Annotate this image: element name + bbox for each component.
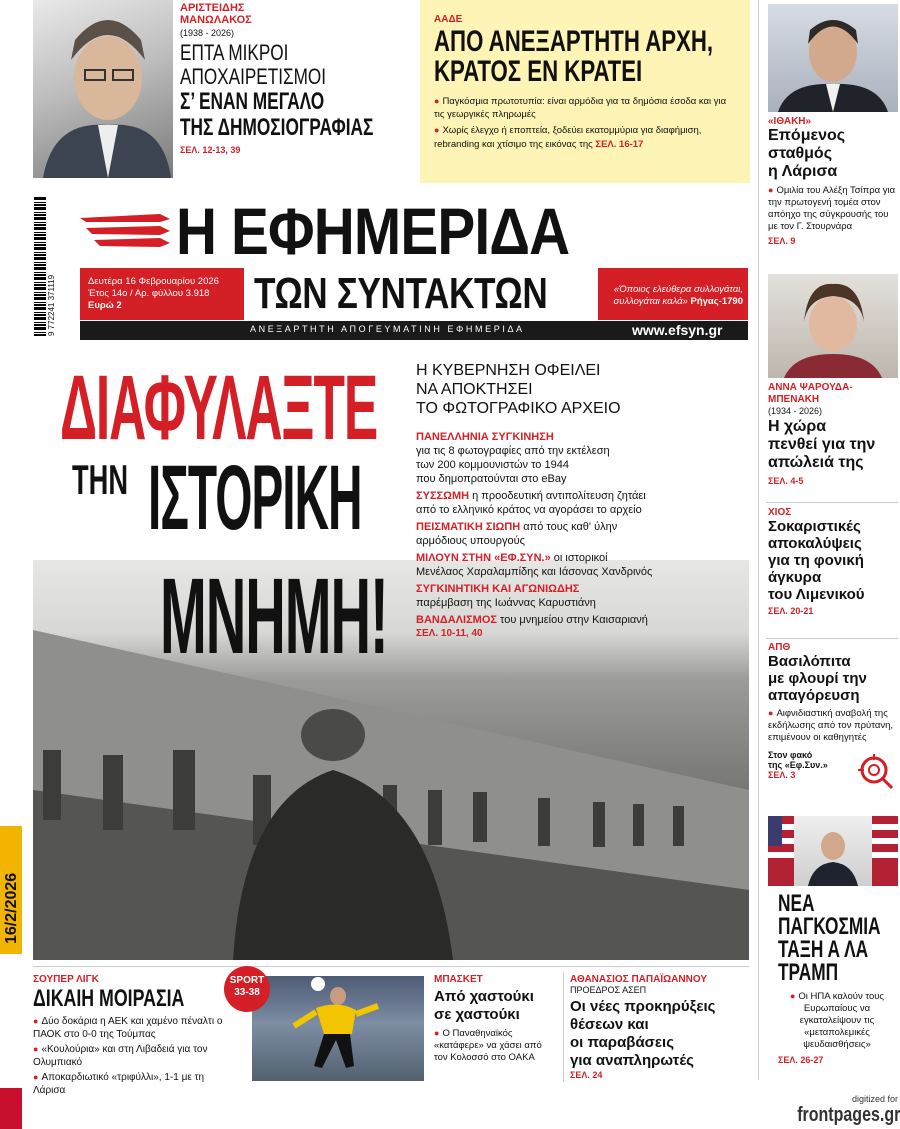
- issue-number: Έτος 14ο / Αρ. φύλλου 3.918: [88, 288, 210, 299]
- subhead-3: ΤΟ ΦΩΤΟΓΡΑΦΙΚΟ ΑΡΧΕΙΟ: [416, 400, 621, 417]
- headline-trump-1: ΝΕΑ: [778, 890, 815, 917]
- pages-ithaki: ΣΕΛ. 9: [768, 236, 796, 246]
- headline-benaki-1: Η χώρα: [768, 418, 827, 435]
- bottom-divider-vertical: [563, 972, 564, 1082]
- lens-label-2: της «Εφ.Συν.»: [768, 760, 828, 770]
- headline-manolakos-2: ΑΠΟΧΑΙΡΕΤΙΣΜΟΙ: [180, 64, 327, 89]
- point-1-kicker: ΠΑΝΕΛΛΗΝΙΑ ΣΥΓΚΙΝΗΣΗ: [416, 431, 554, 443]
- headline-basket-1: Από χαστούκι: [434, 988, 534, 1005]
- main-headline-4: ΜΝΗΜΗ!: [160, 555, 388, 676]
- point-1-line-2: των 200 κομμουνιστών το 1944: [416, 459, 569, 471]
- barcode-number: 9 772241 371119: [47, 274, 56, 336]
- tagline: ΑΝΕΞΑΡΤΗΤΗ ΑΠΟΓΕΥΜΑΤΙΝΗ ΕΦΗΜΕΡΙΔΑ: [250, 324, 525, 334]
- point-2-line-2: από το ελληνικό κράτος να αγοράσει το αρχείο: [416, 504, 642, 516]
- headline-aade-1: ΑΠΟ ΑΝΕΞΑΡΤΗΤΗ ΑΡΧΗ,: [434, 25, 714, 58]
- item-superleague-3: ● Αποκαρδιωτικό «τριφύλλι», 1-1 με τη Λάρισα: [33, 1071, 238, 1097]
- point-3-kicker: ΠΕΙΣΜΑΤΙΚΗ ΣΙΩΠΗ: [416, 521, 521, 533]
- masthead-subtitle: ΤΩΝ ΣΥΝΤΑΚΤΩΝ: [254, 269, 548, 318]
- digitized-label: digitized for: [851, 1094, 898, 1104]
- lens-label-1: Στον φακό: [768, 750, 813, 760]
- kicker-aade: ΑΑΔΕ: [434, 14, 463, 25]
- headline-asep-3: οι παραβάσεις: [570, 1034, 675, 1051]
- issue-price: Ευρώ 2: [88, 300, 122, 311]
- point-1-line-3: που δημοπρατούνται στο eBay: [416, 473, 567, 485]
- subhead-1: Η ΚΥΒΕΡΝΗΣΗ ΟΦΕΙΛΕΙ: [416, 362, 601, 379]
- headline-aade-2: ΚΡΑΤΟΣ ΕΝ ΚΡΑΤΕΙ: [434, 55, 643, 88]
- kicker-manolakos: ΑΡΙΣΤΕΙΔΗΣ ΜΑΝΩΛΑΚΟΣ: [180, 2, 252, 26]
- pages-trump: ΣΕΛ. 26-27: [778, 1055, 824, 1065]
- main-pages: ΣΕΛ. 10-11, 40: [416, 628, 483, 639]
- headline-chios-3: για τη φονική: [768, 552, 864, 569]
- headline-apth-3: απαγόρευση: [768, 687, 860, 704]
- headline-benaki-3: απώλειά της: [768, 454, 864, 471]
- pages-manolakos: ΣΕΛ. 12-13, 39: [180, 145, 241, 155]
- bullet-aade-1: ● Παγκόσμια πρωτοτυπία: είναι αρμόδια για τα δημόσια έσοδα και για τις γεωργικές πληρωμές: [434, 95, 738, 121]
- headline-asep-4: για αναπληρωτές: [570, 1052, 694, 1069]
- bullet-basket: ● Ο Παναθηναϊκός «κατάφερε» να χάσει από τον Κολοσσό στο ΟΑΚΑ: [434, 1027, 556, 1064]
- kicker-apth: ΑΠΘ: [768, 642, 791, 653]
- point-2-line-1: η προοδευτική αντιπολίτευση ζητάει: [469, 490, 646, 502]
- quote-line-1: «Όποιος ελεύθερα συλλογάται,: [613, 284, 743, 295]
- quote-author: Ρήγας-1790: [690, 296, 743, 307]
- bullet-ithaki: ● Ομιλία του Αλέξη Τσίπρα για την πρωτογενή τομέα στον απόηχο της σύγκρουσής του με τον Γ. Στουρνάρα: [768, 184, 896, 233]
- side-red-tab: [0, 1088, 22, 1129]
- point-6-kicker: ΒΑΝΔΑΛΙΣΜΟΣ: [416, 614, 497, 626]
- side-date-text: 16/2/2026: [3, 872, 20, 944]
- item-superleague-1: ● Δύο δοκάρια η ΑΕΚ και χαμένο πέναλτι ο ΠΑΟΚ στο 0-0 της Τούμπας: [33, 1015, 238, 1041]
- point-5-line-1: παρέμβαση της Ιωάννας Καρυστιάνη: [416, 597, 596, 609]
- pages-benaki: ΣΕΛ. 4-5: [768, 476, 804, 486]
- bullet-trump: ● Οι ΗΠΑ καλούν τους Ευρωπαίους να εγκαταλείψουν τις «μεταπολεμικές ψευδαισθήσεις»: [778, 990, 896, 1051]
- right-divider-1: [766, 502, 898, 503]
- barcode: [34, 196, 46, 336]
- sub-asep: ΠΡΟΕΔΡΟΣ ΑΣΕΠ: [570, 985, 647, 995]
- kicker-asep: ΑΘΑΝΑΣΙΟΣ ΠΑΠΑΪΩΑΝΝΟΥ: [570, 974, 707, 985]
- point-3-line-2: αρμόδιους υπουργούς: [416, 535, 525, 547]
- headline-chios-4: άγκυρα: [768, 569, 822, 586]
- item-superleague-2: ● «Κουλούρια» και στη Λιβαδειά για τον Ολυμπιακό: [33, 1043, 238, 1069]
- headline-trump-3: ΤΑΞΗ Α ΛΑ: [778, 936, 869, 963]
- headline-manolakos-1: ΕΠΤΑ ΜΙΚΡΟΙ: [180, 40, 289, 65]
- main-headline-2: ΤΗΝ: [72, 456, 129, 503]
- sport-badge[interactable]: [224, 966, 270, 1012]
- main-headline-1: ΔΙΑΦΥΛΑΞΤΕ: [60, 357, 378, 459]
- photo-manolakos: [33, 0, 173, 178]
- quote-line-2: συλλογάται καλά»: [613, 296, 688, 307]
- point-4-line-1: οι ιστορικοί: [550, 552, 608, 564]
- headline-basket-2: σε χαστούκι: [434, 1006, 520, 1023]
- sport-pages: 33-38: [234, 987, 260, 998]
- aade-box: [420, 0, 750, 183]
- right-divider-2: [766, 638, 898, 639]
- headline-superleague: ΔΙΚΑΙΗ ΜΟΙΡΑΣΙΑ: [33, 985, 185, 1012]
- headline-chios-2: αποκαλύψεις: [768, 535, 862, 552]
- headline-chios-5: του Λιμενικού: [768, 586, 865, 603]
- headline-manolakos-3: Σ’ ΕΝΑΝ ΜΕΓΑΛΟ: [180, 88, 325, 115]
- kicker-benaki: ΑΝΝΑ ΨΑΡΟΥΔΑ-ΜΠΕΝΑΚΗ: [768, 382, 853, 405]
- masthead-title: Η ΕΦΗΜΕΡΙΔΑ: [176, 194, 570, 268]
- point-6-line-1: του μνημείου στην Καισαριανή: [497, 614, 648, 626]
- kicker-superleague: ΣΟΥΠΕΡ ΛΙΓΚ: [33, 974, 99, 985]
- photo-rubio: [768, 816, 898, 886]
- headline-asep-1: Οι νέες προκηρύξεις: [570, 998, 716, 1015]
- pages-chios: ΣΕΛ. 20-21: [768, 606, 814, 616]
- headline-ithaki-2: σταθμός: [768, 145, 833, 162]
- point-2-kicker: ΣΥΣΣΩΜΗ: [416, 490, 470, 502]
- kicker-basket: ΜΠΑΣΚΕΤ: [434, 974, 483, 985]
- magnifier-lens-icon: [856, 752, 894, 790]
- headline-ithaki-1: Επόμενος: [768, 127, 846, 144]
- point-3-line-1: από τους καθ' ύλην: [520, 521, 618, 533]
- point-4-line-2: Μενέλαος Χαραλαμπίδης και Ιάσονας Χανδρινός: [416, 566, 653, 578]
- photo-tsipras: [768, 4, 898, 112]
- point-1-line-1: για τις 8 φωτογραφίες από την εκτέλεση: [416, 445, 610, 457]
- pen-logo-icon: [80, 210, 170, 250]
- headline-apth-1: Βασιλόπιτα: [768, 653, 851, 670]
- bullet-aade-2: ● Χωρίς έλεγχο ή εποπτεία, ξοδεύει εκατομμύρια για διαφήμιση, rebranding και χτίσιμο της εικόνας της: [434, 125, 701, 150]
- right-column-divider: [758, 0, 759, 1080]
- pages-asep: ΣΕΛ. 24: [570, 1070, 603, 1080]
- headline-asep-2: θέσεων και: [570, 1016, 649, 1033]
- pages-apth: ΣΕΛ. 3: [768, 770, 796, 780]
- bottom-divider: [33, 966, 749, 967]
- issue-date: Δευτέρα 16 Φεβρουαρίου 2026: [88, 276, 219, 287]
- site-url[interactable]: www.efsyn.gr: [632, 322, 723, 338]
- point-5-kicker: ΣΥΓΚΙΝΗΤΙΚΗ ΚΑΙ ΑΓΩΝΙΩΔΗΣ: [416, 583, 580, 595]
- subhead-2: ΝΑ ΑΠΟΚΤΗΣΕΙ: [416, 381, 533, 398]
- headline-chios-1: Σοκαριστικές: [768, 518, 861, 535]
- headline-trump-4: ΤΡΑΜΠ: [778, 959, 839, 986]
- headline-benaki-2: πενθεί για την: [768, 436, 876, 453]
- headline-ithaki-3: η Λάρισα: [768, 163, 838, 180]
- point-4-kicker: ΜΙΛΟΥΝ ΣΤΗΝ «ΕΦ.ΣΥΝ.»: [416, 552, 551, 564]
- headline-trump-2: ΠΑΓΚΟΣΜΙΑ: [778, 913, 881, 940]
- dates-manolakos: (1938 - 2026): [180, 28, 235, 38]
- bullet-apth: ● Αιφνιδιαστική αναβολή της εκδήλωσης από τον πρύτανη, επιμένουν οι καθηγητές: [768, 707, 896, 744]
- main-headline-3: ΙΣΤΟΡΙΚΗ: [148, 447, 362, 549]
- headline-manolakos-4: ΤΗΣ ΔΗΜΟΣΙΟΓΡΑΦΙΑΣ: [180, 114, 374, 141]
- frontpages-site[interactable]: frontpages.gr: [797, 1104, 900, 1126]
- photo-psarouda-benaki: [768, 274, 898, 378]
- headline-apth-2: με φλουρί την: [768, 670, 867, 687]
- bullet-aade-2-wrap: [434, 123, 738, 152]
- sport-label: SPORT: [229, 975, 265, 986]
- kicker-chios: ΧΙΟΣ: [768, 507, 792, 518]
- photo-football: [252, 976, 424, 1081]
- dates-benaki: (1934 - 2026): [768, 406, 823, 416]
- pages-aade: ΣΕΛ. 16-17: [595, 139, 644, 150]
- kicker-ithaki: «ΙΘΑΚΗ»: [768, 116, 812, 127]
